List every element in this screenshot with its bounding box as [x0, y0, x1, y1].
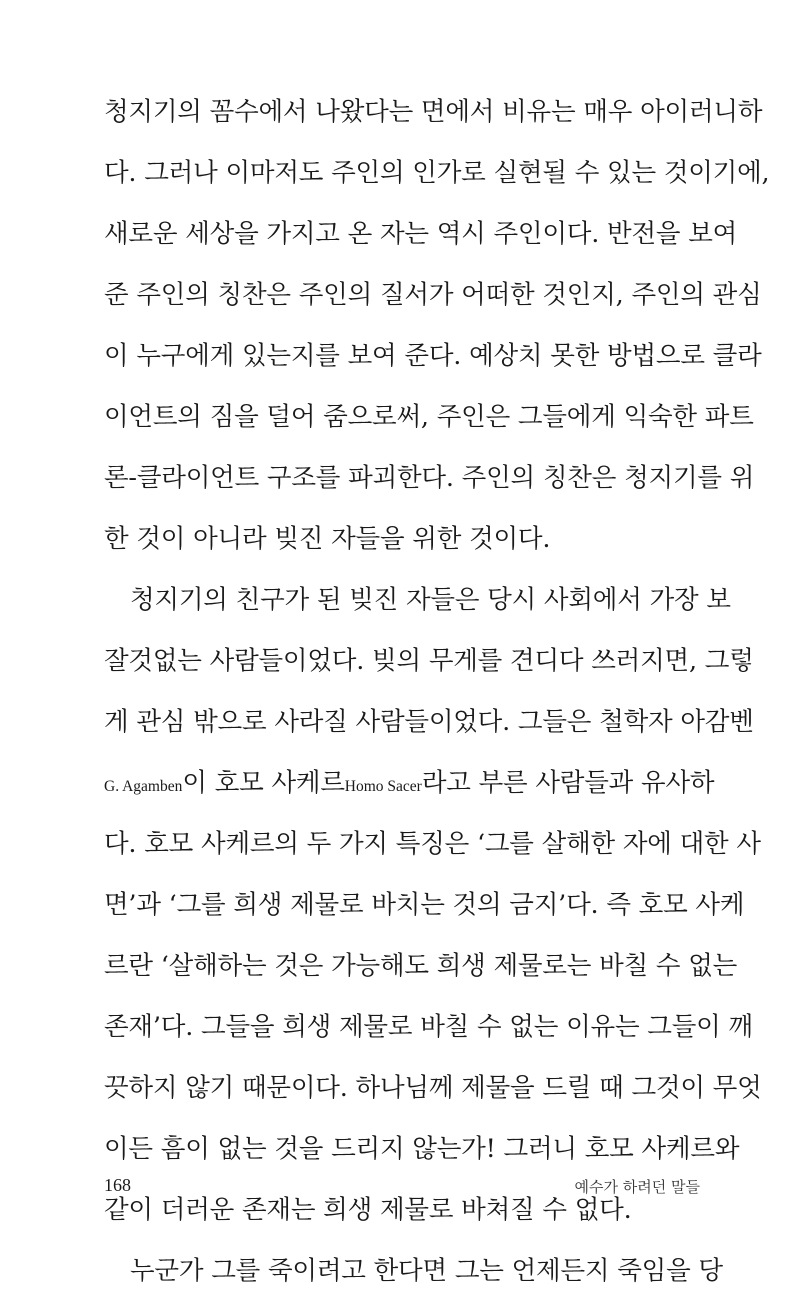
text-line: 새로운 세상을 가지고 온 자는 역시 주인이다. 반전을 보여	[104, 219, 738, 249]
text-line: 청지기의 친구가 된 빚진 자들은 당시 사회에서 가장 보	[130, 585, 731, 615]
line-segment: 이 호모 사케르	[182, 768, 345, 798]
text-line: 잘것없는 사람들이었다. 빚의 무게를 견디다 쓰러지면, 그렇	[104, 646, 754, 676]
text-line: 이든 흠이 없는 것을 드리지 않는가! 그러니 호모 사케르와	[104, 1134, 740, 1164]
page-number: 168	[104, 1175, 131, 1195]
text-line: 누군가 그를 죽이려고 한다면 그는 언제든지 죽임을 당	[130, 1256, 723, 1286]
text-line: 같이 더러운 존재는 희생 제물로 바쳐질 수 없다.	[104, 1195, 632, 1225]
text-line: 한 것이 아니라 빚진 자들을 위한 것이다.	[104, 524, 551, 554]
text-line: 르란 ‘살해하는 것은 가능해도 희생 제물로는 바칠 수 없는	[104, 951, 738, 981]
page-footer	[104, 1175, 700, 1205]
line-segment: 라고 부른 사람들과 유사하	[421, 768, 715, 798]
agamben-name: G. Agamben	[104, 778, 183, 795]
body-text	[104, 82, 770, 1302]
running-title: 예수가 하려던 말들	[574, 1178, 700, 1196]
text-line: 이 누구에게 있는지를 보여 준다. 예상치 못한 방법으로 클라	[104, 341, 762, 371]
text-line: 준 주인의 칭찬은 주인의 질서가 어떠한 것인지, 주인의 관심	[104, 280, 762, 310]
text-line: 다. 그러나 이마저도 주인의 인가로 실현될 수 있는 것이기에,	[104, 158, 770, 188]
text-line: 존재’다. 그들을 희생 제물로 바칠 수 없는 이유는 그들이 깨	[104, 1012, 753, 1042]
text-line: 면’과 ‘그를 희생 제물로 바치는 것의 금지’다. 즉 호모 사케	[104, 890, 745, 920]
text-line: 끗하지 않기 때문이다. 하나님께 제물을 드릴 때 그것이 무엇	[104, 1073, 762, 1103]
homo-sacer-term: Homo Sacer	[344, 778, 422, 795]
text-line: 이언트의 짐을 덜어 줌으로써, 주인은 그들에게 익숙한 파트	[104, 402, 754, 432]
text-line-with-names	[104, 753, 715, 814]
text-line: 다. 호모 사케르의 두 가지 특징은 ‘그를 살해한 자에 대한 사	[104, 829, 761, 859]
text-line: 게 관심 밖으로 사라질 사람들이었다. 그들은 철학자 아감벤	[104, 707, 754, 737]
text-line: 청지기의 꼼수에서 나왔다는 면에서 비유는 매우 아이러니하	[104, 97, 763, 127]
text-line: 론-클라이언트 구조를 파괴한다. 주인의 칭찬은 청지기를 위	[104, 463, 755, 493]
